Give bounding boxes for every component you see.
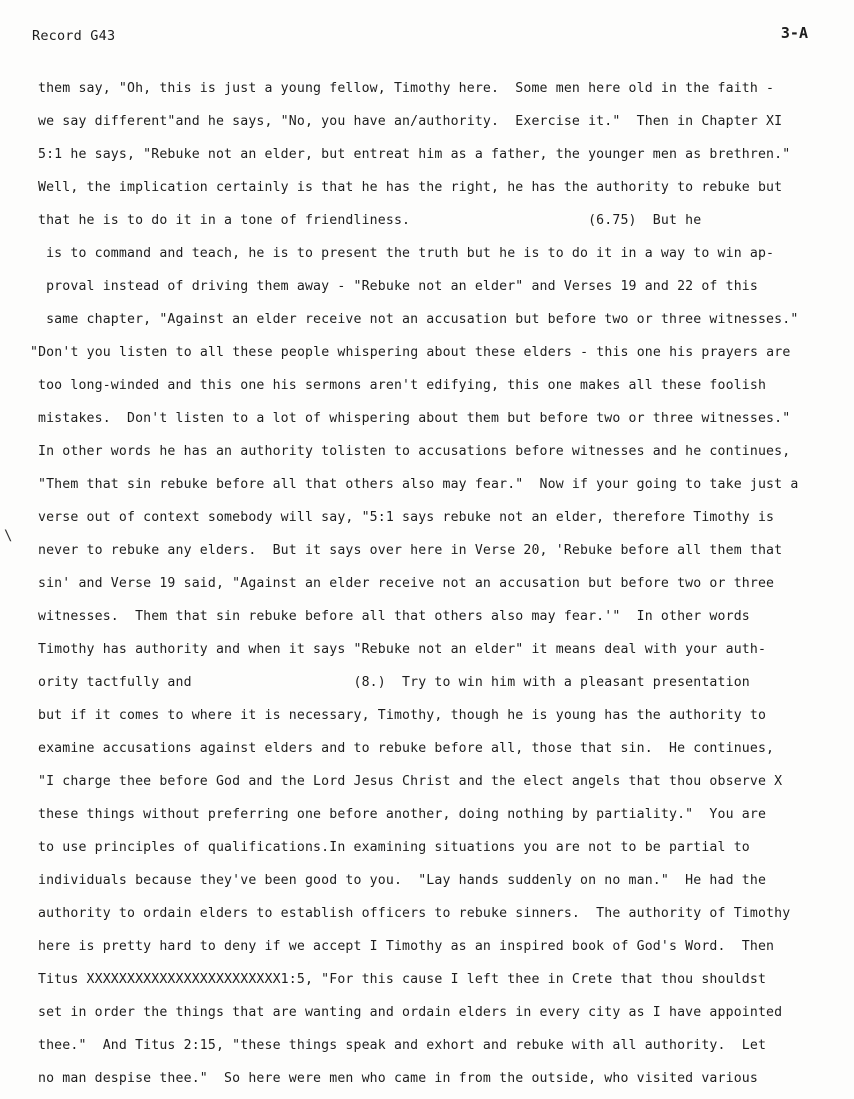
record-label: Record G43 <box>32 28 116 44</box>
text-line: to use principles of qualifications.In examining situations you are not to be partial to <box>38 840 750 855</box>
text-line: that he is to do it in a tone of friendliness. (6.75) But he <box>38 213 702 228</box>
text-line: these things without preferring one before another, doing nothing by partiality." You are <box>38 807 767 822</box>
text-line: individuals because they've been good to you. "Lay hands suddenly on no man." He had the <box>38 873 767 888</box>
text-line: witnesses. Them that sin rebuke before all that others also may fear.'" In other words <box>38 609 750 624</box>
text-line: 5:1 he says, "Rebuke not an elder, but entreat him as a father, the younger men as brethren." <box>38 147 791 162</box>
text-line: "I charge thee before God and the Lord Jesus Christ and the elect angels that thou observe X <box>38 774 783 789</box>
text-line: too long-winded and this one his sermons aren't edifying, this one makes all these foolish <box>38 378 767 393</box>
text-line: In other words he has an authority tolisten to accusations before witnesses and he continues, <box>38 444 791 459</box>
page-number: 3-A <box>780 24 808 42</box>
text-line: we say different"and he says, "No, you have an/authority. Exercise it." Then in Chapter XI <box>38 114 783 129</box>
text-line: ority tactfully and (8.) Try to win him with a pleasant presentation <box>38 675 750 690</box>
text-line: is to command and teach, he is to present the truth but he is to do it in a way to win ap- <box>38 246 775 261</box>
text-line: Well, the implication certainly is that he has the right, he has the authority to rebuke but <box>38 180 783 195</box>
text-line: here is pretty hard to deny if we accept I Timothy as an inspired book of God's Word. Then <box>38 939 775 954</box>
text-line: set in order the things that are wanting and ordain elders in every city as I have appointed <box>38 1005 783 1020</box>
text-line: verse out of context somebody will say, "5:1 says rebuke not an elder, therefore Timothy is <box>38 510 775 525</box>
text-line: same chapter, "Against an elder receive not an accusation but before two or three witnesses." <box>38 312 799 327</box>
text-line: sin' and Verse 19 said, "Against an elder receive not an accusation but before two or three <box>38 576 775 591</box>
text-line: them say, "Oh, this is just a young fellow, Timothy here. Some men here old in the faith - <box>38 81 775 96</box>
text-line: thee." And Titus 2:15, "these things speak and exhort and rebuke with all authority. Let <box>38 1038 767 1053</box>
text-line: no man despise thee." So here were men who came in from the outside, who visited various <box>38 1071 758 1086</box>
text-line: examine accusations against elders and to rebuke before all, those that sin. He continues, <box>38 741 775 756</box>
text-line: proval instead of driving them away - "Rebuke not an elder" and Verses 19 and 22 of this <box>38 279 758 294</box>
text-line: never to rebuke any elders. But it says over here in Verse 20, 'Rebuke before all them that <box>38 543 783 558</box>
margin-pen-mark: \ <box>4 528 13 544</box>
text-line: but if it comes to where it is necessary, Timothy, though he is young has the authority to <box>38 708 767 723</box>
text-line: mistakes. Don't listen to a lot of whispering about them but before two or three witnesses." <box>38 411 791 426</box>
text-line: "Don't you listen to all these people whispering about these elders - this one his prayers are <box>30 345 791 360</box>
text-line: authority to ordain elders to establish officers to rebuke sinners. The authority of Timothy <box>38 906 791 921</box>
text-line: "Them that sin rebuke before all that others also may fear." Now if your going to take just a <box>38 477 799 492</box>
text-line: Titus XXXXXXXXXXXXXXXXXXXXXXXX1:5, "For this cause I left thee in Crete that thou shouldst <box>38 972 767 987</box>
text-line: Timothy has authority and when it says "Rebuke not an elder" it means deal with your auth- <box>38 642 767 657</box>
